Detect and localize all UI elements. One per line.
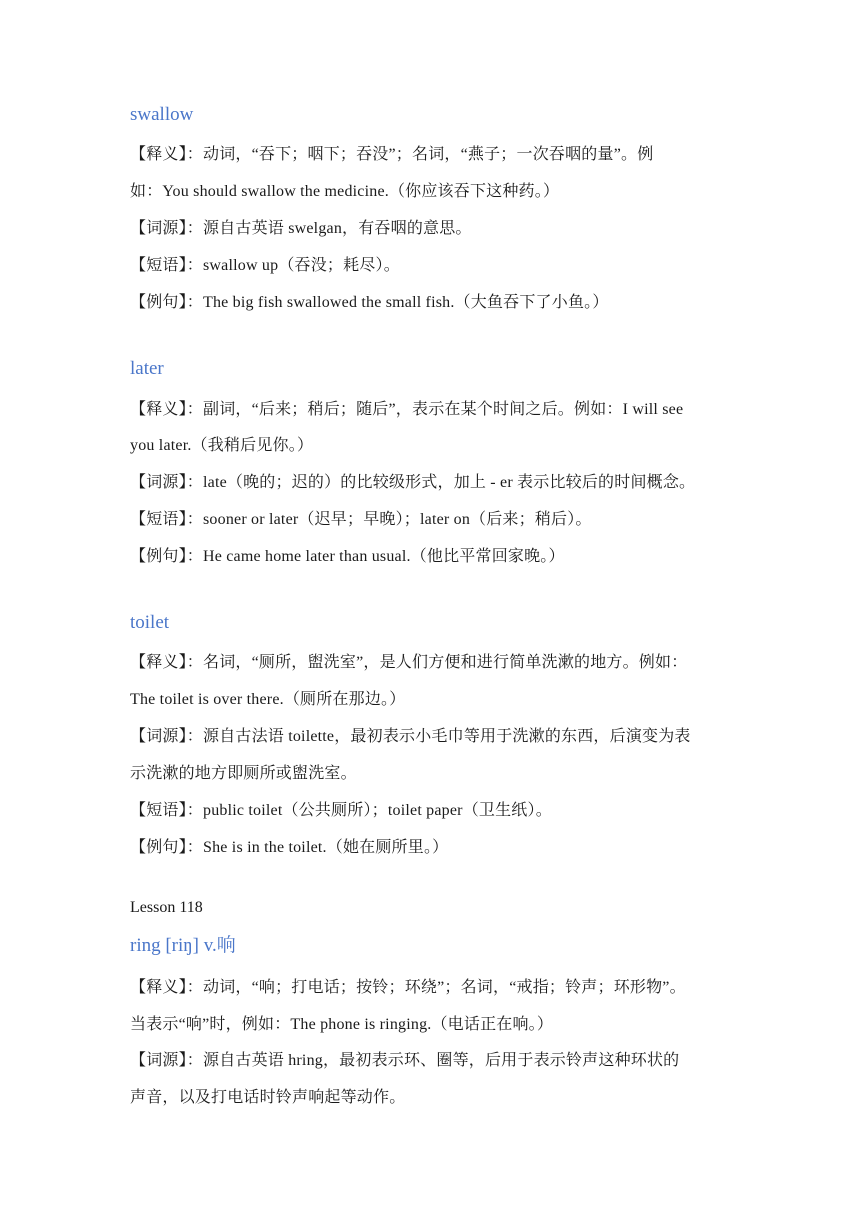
entry-line: 如：You should swallow the medicine.（你应该吞下这种药。） bbox=[130, 183, 560, 200]
entry-line: 【释义】：动词，“响；打电话；按铃；环绕”；名词，“戒指；铃声；环形物”。 bbox=[130, 979, 686, 996]
entry-line: 声音，以及打电话时铃声响起等动作。 bbox=[130, 1089, 406, 1106]
entry-line: 【释义】：动词，“吞下；咽下；吞没”；名词，“燕子；一次吞咽的量”。例 bbox=[130, 146, 654, 163]
entry-line: 【例句】：She is in the toilet.（她在厕所里。） bbox=[130, 839, 449, 856]
entry-line: 示洗漱的地方即厕所或盥洗室。 bbox=[130, 765, 357, 782]
entry-line: 【短语】：swallow up（吞没；耗尽）。 bbox=[130, 257, 400, 274]
entry-line: The toilet is over there.（厕所在那边。） bbox=[130, 691, 406, 708]
entry-line: 【短语】：public toilet（公共厕所）；toilet paper（卫生纸）。 bbox=[130, 802, 552, 819]
entry-line: 【词源】：源自古英语 swelgan，有吞咽的意思。 bbox=[130, 220, 472, 237]
entry-line: 【例句】：He came home later than usual.（他比平常回家晚。） bbox=[130, 548, 565, 565]
lesson-label: Lesson 118 bbox=[130, 899, 203, 916]
entry-word-swallow: swallow bbox=[130, 104, 194, 125]
entry-line: 【例句】：The big fish swallowed the small fish.（大鱼吞下了小鱼。） bbox=[130, 294, 609, 311]
entry-line: 【词源】：源自古法语 toilette，最初表示小毛巾等用于洗漱的东西，后演变为表 bbox=[130, 728, 691, 745]
entry-line: 【释义】：副词，“后来；稍后；随后”，表示在某个时间之后。例如：I will see bbox=[130, 401, 684, 418]
entry-line: 当表示“响”时，例如：The phone is ringing.（电话正在响。） bbox=[130, 1016, 554, 1033]
entry-word-later: later bbox=[130, 358, 164, 379]
entry-line: 【词源】：late（晚的；迟的）的比较级形式，加上 - er 表示比较后的时间概念。 bbox=[130, 474, 696, 491]
entry-line: you later.（我稍后见你。） bbox=[130, 437, 314, 454]
entry-line: 【短语】：sooner or later（迟早；早晚）；later on（后来；稍后）。 bbox=[130, 511, 592, 528]
entry-word-toilet: toilet bbox=[130, 612, 170, 633]
entry-line: 【释义】：名词，“厕所，盥洗室”，是人们方便和进行简单洗漱的地方。例如： bbox=[130, 654, 688, 671]
entry-line: 【词源】：源自古英语 hring，最初表示环、圈等，后用于表示铃声这种环状的 bbox=[130, 1052, 680, 1069]
entry-word-ring: ring [riŋ] v.响 bbox=[130, 935, 236, 956]
